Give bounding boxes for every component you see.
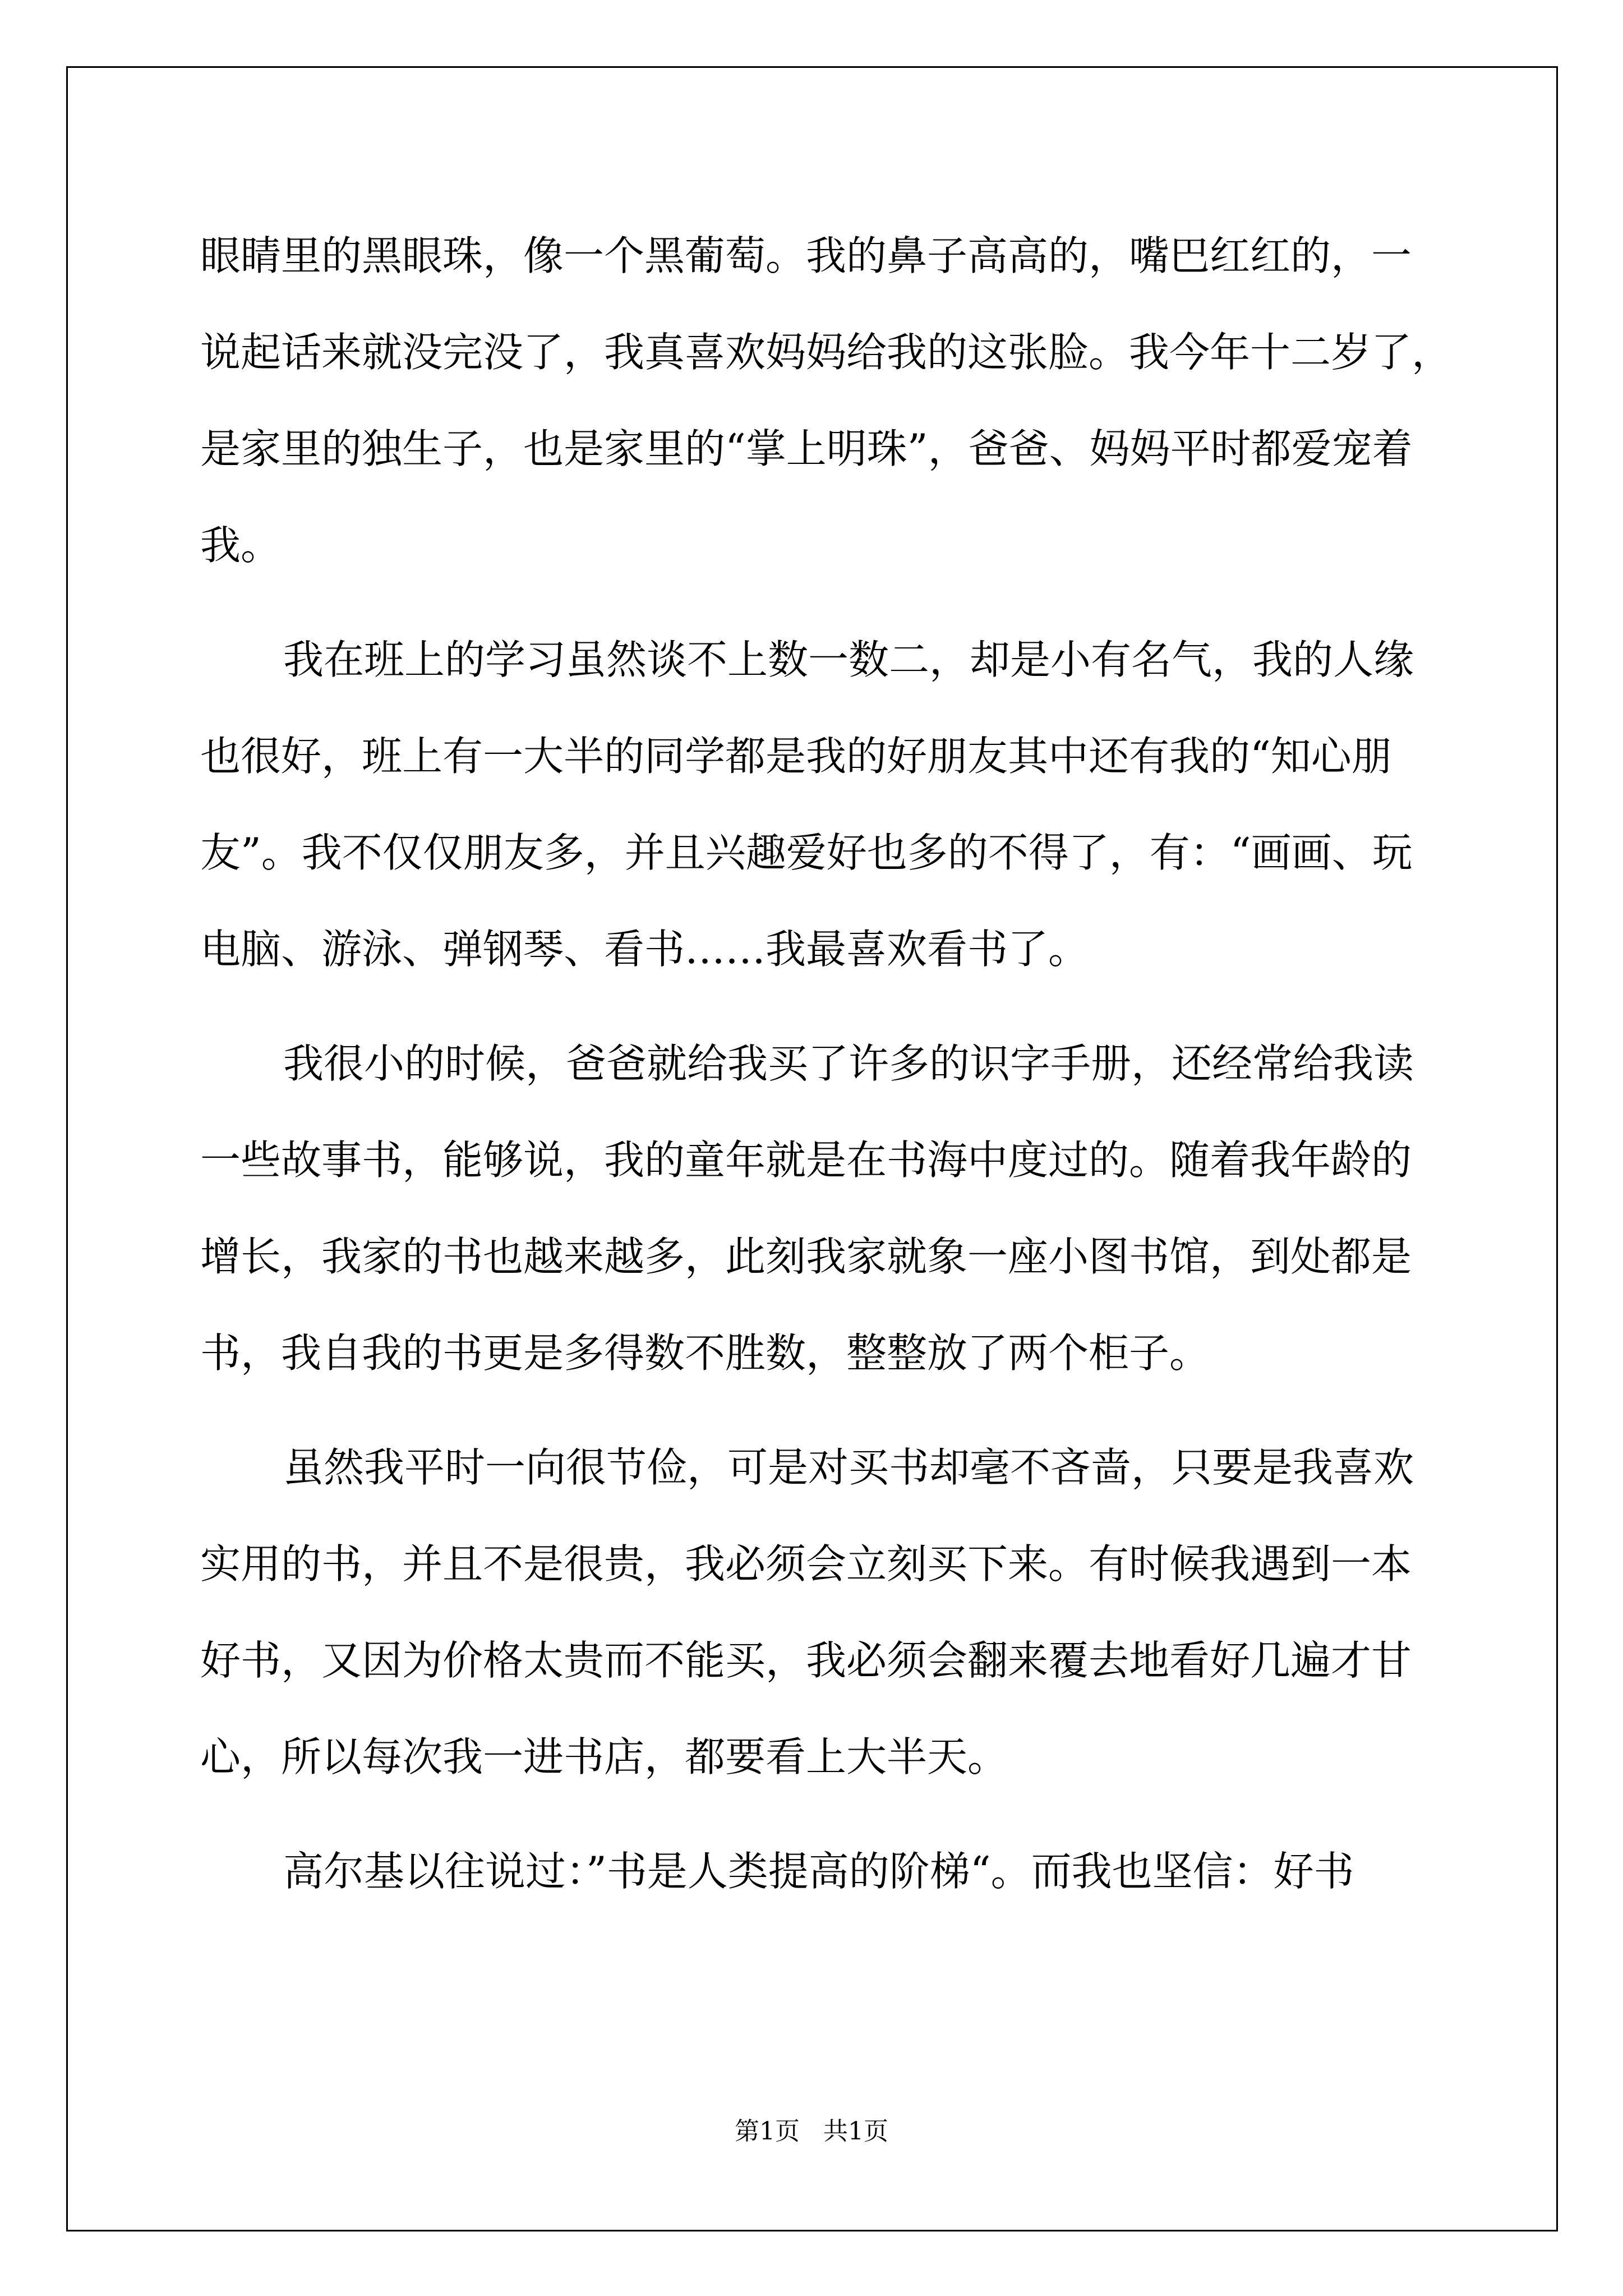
text-line: 增长，我家的书也越来越多，此刻我家就象一座小图书馆，到处都是 [200, 1233, 1412, 1280]
text-line: 我很小的时候，爸爸就给我买了许多的识字手册，还经常给我读 [283, 1040, 1414, 1087]
text-line: 我。 [200, 522, 282, 569]
text-line: 电脑、游泳、弹钢琴、看书……我最喜欢看书了。 [200, 926, 1089, 973]
document-body [200, 208, 1453, 1920]
paragraph [200, 611, 1434, 997]
page-footer [0, 2115, 1623, 2148]
paragraph [200, 1015, 1434, 1401]
text-line: 虽然我平时一向很节俭，可是对买书却毫不吝啬，只要是我喜欢 [283, 1444, 1414, 1491]
page-number: 第1页 共1页 [735, 2117, 888, 2146]
paragraph-gap [200, 1401, 1434, 1419]
text-line: 是家里的独生子，也是家里的“掌上明珠”，爸爸、妈妈平时都爱宠着 [200, 425, 1413, 472]
text-line: 书，我自我的书更是多得数不胜数，整整放了两个柜子。 [200, 1329, 1210, 1377]
text-line: 高尔基以往说过：”书是人类提高的阶梯“。而我也坚信：好书 [283, 1848, 1354, 1895]
text-line: 友”。我不仅仅朋友多，并且兴趣爱好也多的不得了，有：“画画、玩 [200, 829, 1413, 876]
text-line: 说起话来就没完没了，我真喜欢妈妈给我的这张脸。我今年十二岁了， [200, 329, 1453, 376]
paragraph [200, 1823, 1434, 1920]
text-line: 也很好，班上有一大半的同学都是我的好朋友其中还有我的“知心朋 [200, 733, 1392, 780]
text-line: 我在班上的学习虽然谈不上数一数二，却是小有名气，我的人缘 [283, 636, 1414, 683]
paragraph-gap [200, 997, 1434, 1015]
paragraph-gap [200, 1805, 1434, 1823]
paragraph [200, 208, 1453, 593]
text-line: 心，所以每次我一进书店，都要看上大半天。 [200, 1733, 1008, 1780]
text-line: 眼睛里的黑眼珠，像一个黑葡萄。我的鼻子高高的，嘴巴红红的，一 [200, 232, 1412, 279]
paragraph [200, 1419, 1434, 1805]
text-line: 一些故事书，能够说，我的童年就是在书海中度过的。随着我年龄的 [200, 1137, 1412, 1184]
text-line: 实用的书，并且不是很贵，我必须会立刻买下来。有时候我遇到一本 [200, 1540, 1412, 1588]
paragraph-gap [200, 593, 1434, 611]
text-line: 好书，又因为价格太贵而不能买，我必须会翻来覆去地看好几遍才甘 [200, 1637, 1412, 1684]
